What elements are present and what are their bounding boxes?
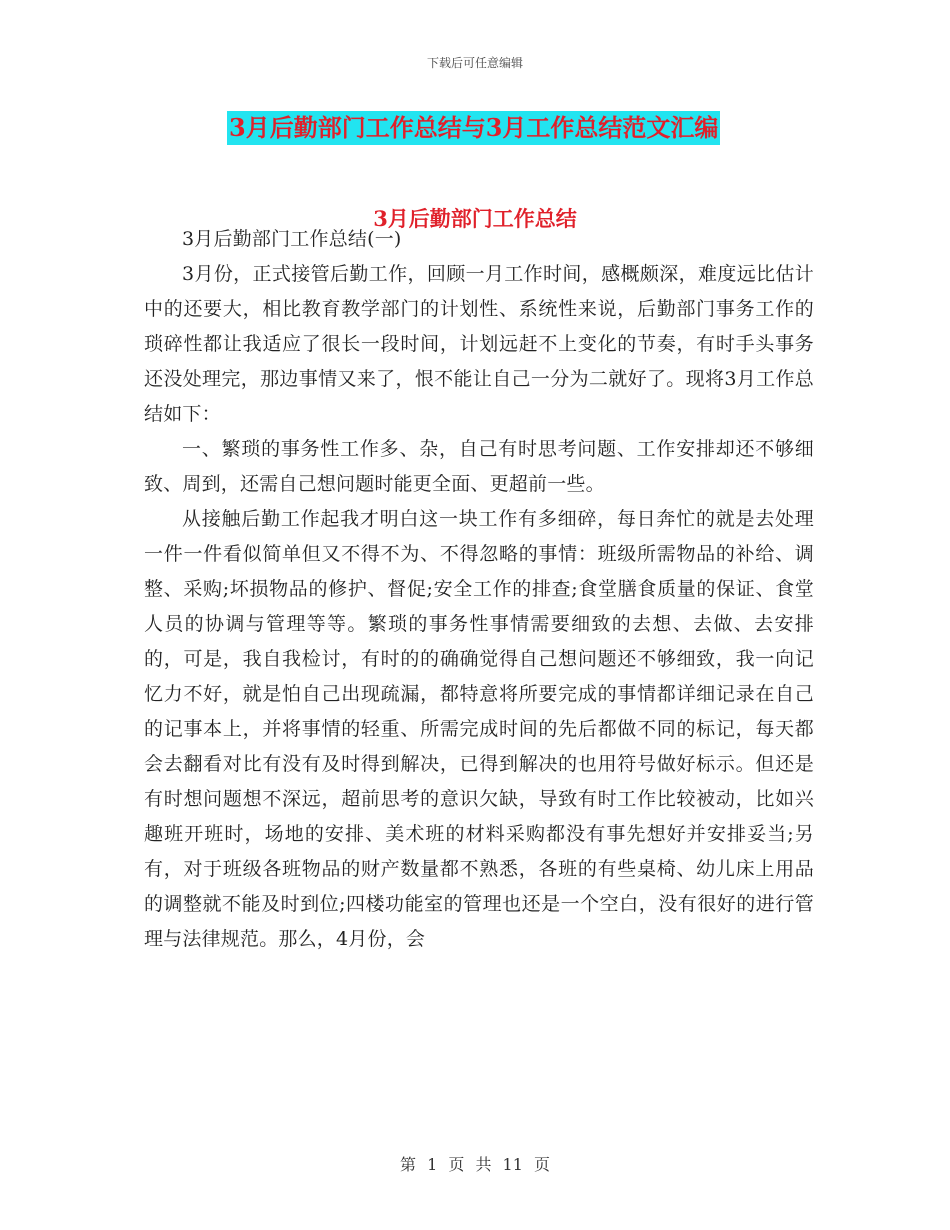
body-paragraph: 一、繁琐的事务性工作多、杂，自己有时思考问题、工作安排却还不够细致、周到，还需自己想问题时能更全面、更超前一些。	[144, 438, 814, 495]
subsection-heading: 3月后勤部门工作总结(一)	[182, 228, 402, 250]
page-header-note: 下载后可任意编辑	[426, 56, 523, 70]
document-title: 3月后勤部门工作总结与3月工作总结范文汇编	[227, 111, 720, 145]
body-paragraph: 从接触后勤工作起我才明白这一块工作有多细碎，每日奔忙的就是去处理一件一件看似简单但又不得不为、不得忽略的事情：班级所需物品的补给、调整、采购;坏损物品的修护、督促;安全工作的排查;食堂膳食质量的保证、食堂人员的协调与管理等等。繁琐的事务性事情需要细致的去想、去做、去安排的，可是，我自我检讨，有时的的确确觉得自己想问题还不够细致，我一向记忆力不好，就是怕自己出现疏漏，都特意将所要完成的事情都详细记录在自己的记事本上，并将事情的轻重、所需完成时间的先后都做不同的标记，每天都会去翻看对比有没有及时得到解决，已得到解决的也用符号做好标示。但还是有时想问题想不深远，超前思考的意识欠缺，导致有时工作比较被动，比如兴趣班开班时，场地的安排、美术班的材料采购都没有事先想好并安排妥当;另有，对于班级各班物品的财产数量都不熟悉，各班的有些桌椅、幼儿床上用品的调整就不能及时到位;四楼功能室的管理也还是一个空白，没有很好的进行管理与法律规范。那么，4月份，会	[144, 508, 814, 950]
page-footer: 第 1 页 共 11 页	[400, 1155, 550, 1174]
body-paragraph: 3月份，正式接管后勤工作，回顾一月工作时间，感概颇深，难度远比估计中的还要大，相比教育教学部门的计划性、系统性来说，后勤部门事务工作的琐碎性都让我适应了很长一段时间，计划远赶不上变化的节奏，有时手头事务还没处理完，那边事情又来了，恨不能让自己一分为二就好了。现将3月工作总结如下：	[144, 263, 814, 425]
section-title: 3月后勤部门工作总结	[373, 206, 577, 231]
document-body	[144, 222, 814, 957]
